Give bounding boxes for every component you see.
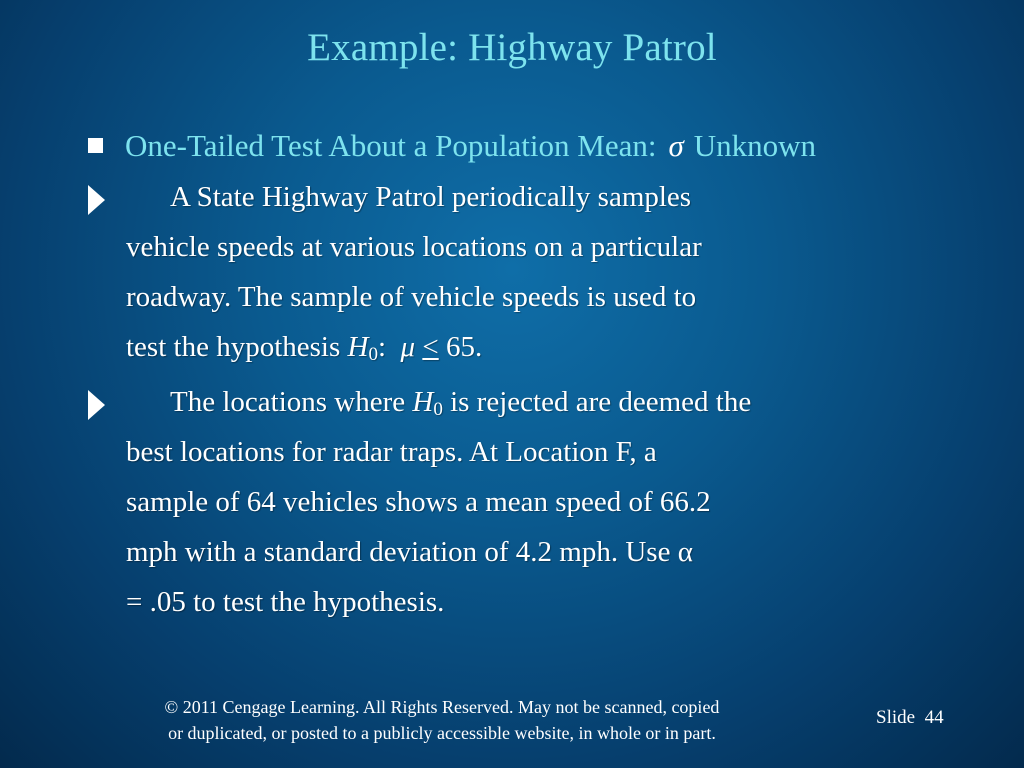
bullet2-line3: sample of 64 vehicles shows a mean speed of 66.2	[126, 486, 711, 518]
bullet2-line1-text: The locations where	[170, 386, 406, 418]
mu-symbol: μ	[400, 331, 416, 363]
bullet1-line1: A State Highway Patrol periodically samples	[170, 181, 692, 213]
less-or-equal-symbol: <	[422, 331, 439, 363]
bullet1-line2: vehicle speeds at various locations on a particular	[126, 231, 702, 263]
hypothesis-colon: :	[377, 331, 387, 363]
footer-line-1: © 2011 Cengage Learning. All Rights Reserved. May not be scanned, copied	[164, 697, 720, 717]
triangle-right-icon	[88, 390, 105, 420]
copyright-footer	[62, 694, 822, 746]
bullet2-line2: best locations for radar traps. At Location F, a	[126, 436, 657, 468]
slide-number-value: 44	[924, 707, 944, 728]
hypothesis-value: 65.	[445, 331, 483, 363]
bullet2-line4: mph with a standard deviation of 4.2 mph. Use α	[126, 536, 693, 568]
h0-subscript: 0	[433, 399, 443, 420]
subheading-unknown: Unknown	[693, 128, 817, 163]
subheading	[88, 128, 816, 164]
bullet2-line1-rest: is rejected are deemed the	[450, 386, 752, 418]
hypothesis-h: H	[347, 331, 369, 363]
footer-line-2: or duplicated, or posted to a publicly accessible website, in whole or in part.	[168, 723, 716, 743]
h0-h: H	[412, 386, 434, 418]
bullet1-line4	[126, 330, 482, 372]
bullet1-line3: roadway. The sample of vehicle speeds is used to	[126, 281, 697, 313]
bullet2-line1	[170, 385, 751, 427]
hypothesis-h-subscript: 0	[368, 344, 378, 365]
bullet2-line5: = .05 to test the hypothesis.	[126, 586, 445, 618]
sigma-symbol: σ	[668, 128, 684, 163]
slide-title: Example: Highway Patrol	[307, 26, 717, 69]
triangle-right-icon	[88, 185, 105, 215]
subheading-text: One-Tailed Test About a Population Mean:	[125, 128, 657, 163]
square-bullet-icon	[88, 138, 103, 153]
bullet1-line4-text: test the hypothesis	[126, 331, 341, 363]
slide-label: Slide	[876, 707, 916, 728]
slide-number	[876, 707, 944, 729]
